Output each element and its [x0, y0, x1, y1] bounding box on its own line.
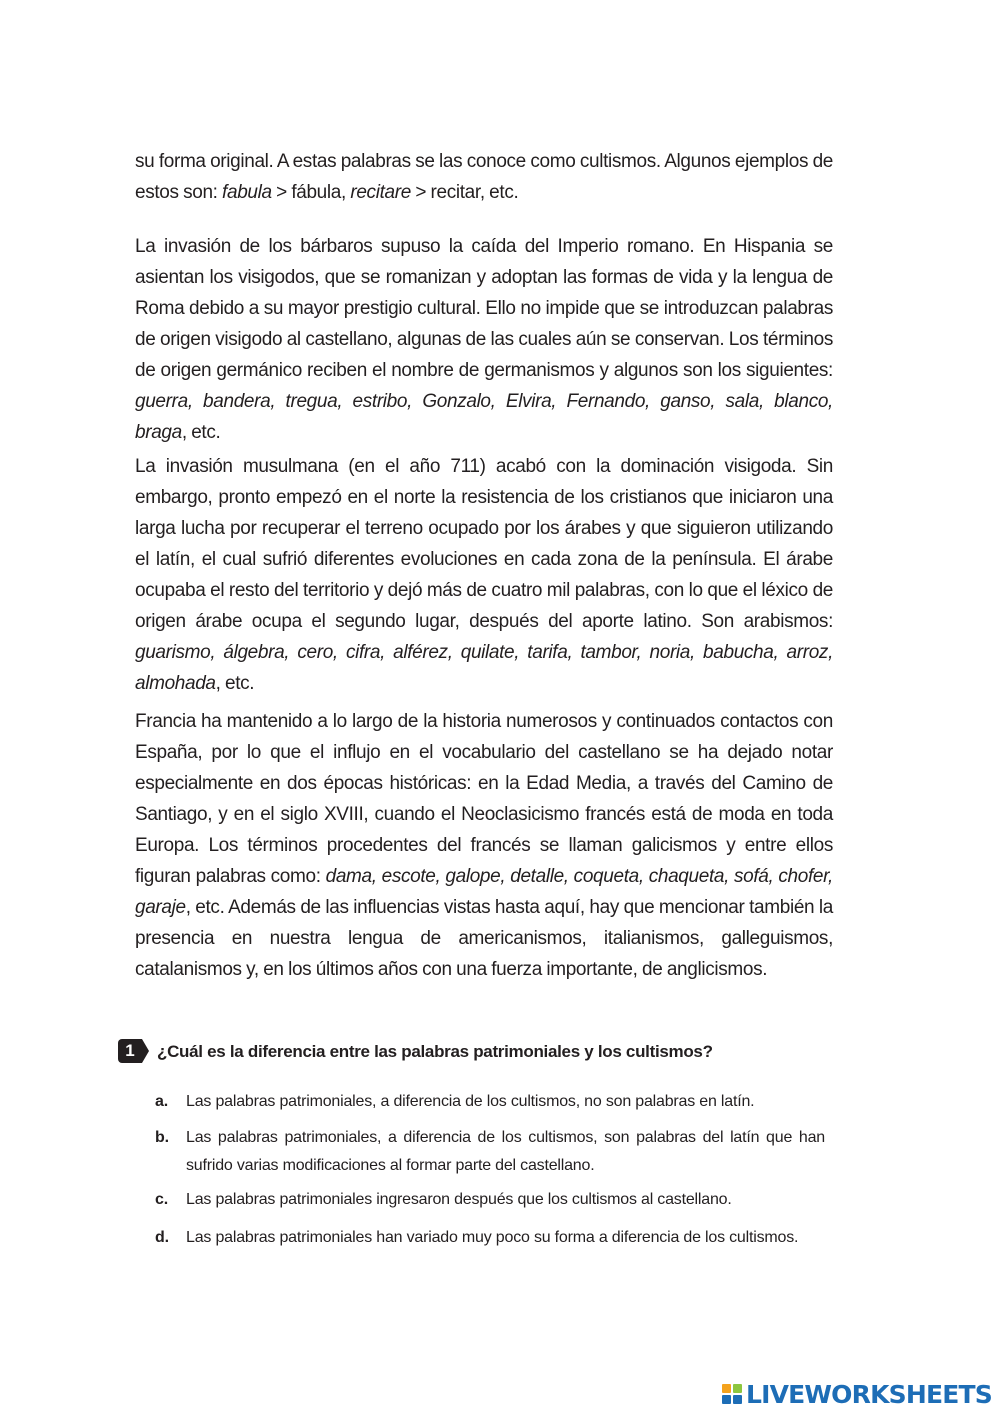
- option-letter: c.: [155, 1191, 168, 1208]
- example-words: fabula: [222, 182, 272, 203]
- option-letter: b.: [155, 1129, 169, 1146]
- example-words: guerra, bandera, tregua, estribo, Gonzalo, Elvira, Fernando, ganso, sala, blanco, braga: [135, 391, 833, 443]
- paragraph-arabismos: [135, 451, 833, 699]
- text-run: La invasión de los bárbaros supuso la caída del Imperio romano. En Hispania se asientan los visigodos, que se romanizan y adoptan las formas de vida y la lengua de Roma debido a su mayor prestigio cultural. Ello no impide que se introduzcan palabras de origen visigodo al castellano, algunas de las cuales aún se conservan. Los términos de origen germánico reciben el nombre de germanismos y algunos son los siguientes:: [135, 236, 833, 381]
- paragraph-cultismos: [135, 146, 833, 208]
- text-run: Francia ha mantenido a lo largo de la historia numerosos y continuados contactos con España, por lo que el influjo en el vocabulario del castellano se ha dejado notar especialmente en dos épocas históricas: en la Edad Media, a través del Camino de Santiago, y en el siglo XVIII, cuando el Neoclasicismo francés está de moda en toda Europa. Los términos procedentes del francés se llaman galicismos y entre ellos figuran palabras como:: [135, 711, 833, 887]
- liveworksheets-wordmark: LIVEWORKSHEETS: [745, 1379, 992, 1409]
- paragraph-galicismos: [135, 706, 833, 985]
- example-words: guarismo, álgebra, cero, cifra, alférez, quilate, tarifa, tambor, noria, babucha, arroz, almohada: [135, 642, 833, 694]
- paragraph-germanismos: [135, 231, 833, 448]
- logo-square: [722, 1384, 731, 1393]
- liveworksheets-logo[interactable]: [722, 1378, 992, 1410]
- option-text: Las palabras patrimoniales, a diferencia de los cultismos, no son palabras en latín.: [186, 1093, 755, 1110]
- text-run: La invasión musulmana (en el año 711) acabó con la dominación visigoda. Sin embargo, pronto empezó en el norte la resistencia de los cristianos que iniciaron una larga lucha por recuperar el terreno ocupado por los árabes y que siguieron utilizando el latín, el cual sufrió diferentes evoluciones en cada zona de la península. El árabe ocupaba el resto del territorio y dejó más de cuatro mil palabras, con lo que el léxico de origen árabe ocupa el segundo lugar, después del aporte latino. Son arabismos:: [135, 456, 833, 632]
- text-run: su forma original. A estas palabras se las conoce como cultismos. Algunos ejemplos de estos son:: [135, 151, 833, 203]
- text-run: , etc.: [215, 673, 255, 694]
- option-text: Las palabras patrimoniales han variado muy poco su forma a diferencia de los cultismos.: [186, 1229, 799, 1246]
- text-run: > recitar, etc.: [410, 182, 519, 203]
- example-words: dama, escote, galope, detalle, coqueta, chaqueta, sofá, chofer, garaje: [135, 866, 833, 918]
- text-run: > fábula,: [271, 182, 351, 203]
- example-words: recitare: [350, 182, 411, 203]
- option-text: Las palabras patrimoniales, a diferencia de los cultismos, son palabras del latín que han sufrido varias modificaciones al formar parte del castellano.: [186, 1129, 825, 1174]
- text-run: , etc.: [181, 422, 221, 443]
- option-text: Las palabras patrimoniales ingresaron después que los cultismos al castellano.: [186, 1191, 732, 1208]
- answer-option-d[interactable]: [155, 1224, 825, 1252]
- option-letter: a.: [155, 1093, 168, 1110]
- answer-option-a[interactable]: [155, 1088, 825, 1116]
- question-text: ¿Cuál es la diferencia entre las palabras patrimoniales y los cultismos?: [157, 1042, 713, 1061]
- logo-square: [733, 1384, 742, 1393]
- logo-square: [733, 1395, 742, 1404]
- liveworksheets-icon: [722, 1384, 742, 1404]
- option-letter: d.: [155, 1229, 169, 1246]
- answer-option-b[interactable]: [155, 1124, 825, 1180]
- logo-square: [722, 1395, 731, 1404]
- text-run: , etc. Además de las influencias vistas hasta aquí, hay que mencionar también la presencia en nuestra lengua de americanismos, italianismos, galleguismos, catalanismos y, en los últimos años con una fuerza importante, de anglicismos.: [135, 897, 833, 980]
- question-number-badge: 1: [118, 1039, 142, 1063]
- answer-option-c[interactable]: [155, 1186, 825, 1214]
